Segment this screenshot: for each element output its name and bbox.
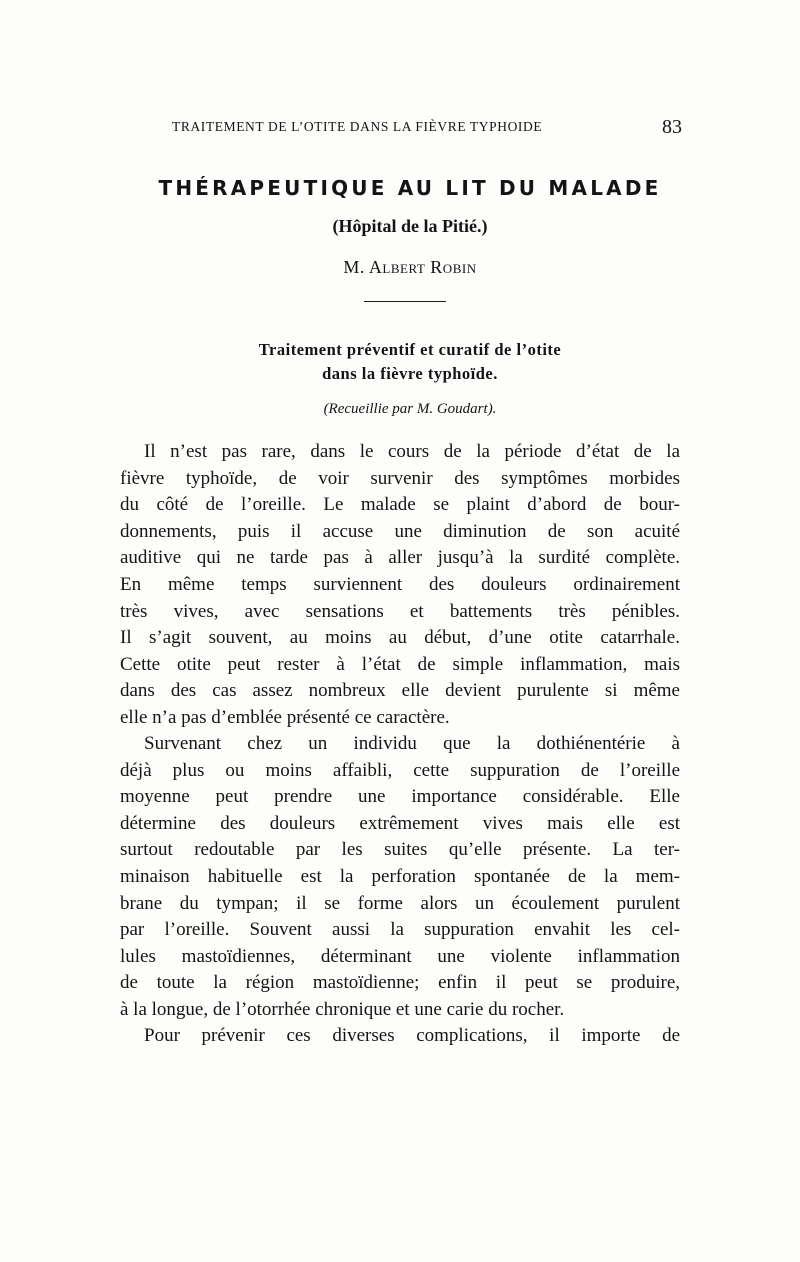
- body-paragraph: [120, 439, 680, 732]
- text-line: fièvre typhoïde, de voir survenir des symptômes morbides: [120, 467, 680, 489]
- text-line: détermine des douleurs extrêmement vives mais elle est: [120, 812, 680, 834]
- text-line: moyenne peut prendre une importance considérable. Elle: [120, 786, 680, 808]
- text-line: dans des cas assez nombreux elle devient purulente si même: [120, 680, 680, 702]
- text-line: minaison habituelle est la perforation spontanée de la mem-: [120, 865, 680, 887]
- page-number: 83: [662, 116, 682, 138]
- text-line: elle n’a pas d’emblée présenté ce caractère.: [120, 706, 450, 728]
- text-line: auditive qui ne tarde pas à aller jusqu’à la surdité complète.: [120, 547, 680, 569]
- running-head-title: TRAITEMENT DE L’OTITE DANS LA FIÈVRE TYPHOIDE: [172, 119, 543, 134]
- body-paragraph: [120, 731, 680, 1024]
- article-title-line: dans la fièvre typhoïde.: [322, 364, 498, 383]
- text-line: par l’oreille. Souvent aussi la suppuration envahit les cel-: [120, 919, 680, 941]
- text-line: déjà plus ou moins affaibli, cette suppuration de l’oreille: [120, 759, 680, 781]
- text-line: très vives, avec sensations et battements très pénibles.: [120, 600, 680, 622]
- article-title-line: Traitement préventif et curatif de l’otite: [258, 340, 562, 359]
- text-line: du côté de l’oreille. Le malade se plaint d’abord de bour-: [120, 494, 680, 516]
- text-line: donnements, puis il accuse une diminution de son acuité: [120, 520, 680, 542]
- text-line: Il s’agit souvent, au moins au début, d’une otite catarrhale.: [120, 627, 680, 649]
- text-line: lules mastoïdiennes, déterminant une violente inflammation: [120, 945, 680, 967]
- text-line: brane du tympan; il se forme alors un écoulement purulent: [120, 892, 680, 914]
- text-line: Cette otite peut rester à l’état de simple inflammation, mais: [120, 653, 680, 675]
- text-line: surtout redoutable par les suites qu’elle présente. La ter-: [120, 839, 680, 861]
- text-line: En même temps surviennent des douleurs ordinairement: [120, 573, 680, 595]
- text-line: Il n’est pas rare, dans le cours de la période d’état de la: [144, 441, 680, 462]
- running-head: [172, 116, 682, 138]
- divider-rule: [364, 301, 446, 302]
- author-line: M. Albert Robin: [343, 257, 477, 277]
- text-line: Survenant chez un individu que la dothiénentérie à: [144, 733, 680, 754]
- hospital-subtitle: (Hôpital de la Pitié.): [332, 216, 488, 236]
- text-line: à la longue, de l’otorrhée chronique et une carie du rocher.: [120, 998, 565, 1020]
- credit-line: (Recueillie par M. Goudart).: [323, 401, 497, 417]
- text-line: de toute la région mastoïdienne; enfin il peut se produire,: [120, 972, 680, 994]
- text-line: Pour prévenir ces diverses complications, il importe de: [144, 1025, 680, 1046]
- section-title: THÉRAPEUTIQUE AU LIT DU MALADE: [158, 176, 662, 200]
- body-paragraph: [120, 1023, 680, 1050]
- article-title: [120, 338, 700, 386]
